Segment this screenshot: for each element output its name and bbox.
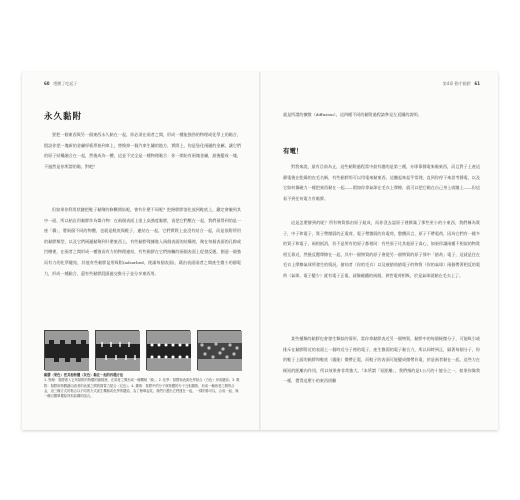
- figure-caption-text: 1. 物理：黏膠滲入它所黏附的物體的縫隙裡，在兩者之間形成一種機械「錨」；2. 化學：黏膠與表面化學黏合（白色）形成鍵結；3. 吸附：黏膠和物體藉由兩者的表面之間的靜電力黏合（紅色）；4. 擴散：黏膠中的分子與物體的分子互相擴散，形成一種兩者之間的合金，這三種方式的黏合以不同的方式產生機械或化學的鍵結，為了簡單起見，我們只畫出它們連在一起，一樣的都可以，合成一起，與一種自體單獨原材料結構的組合。: [44, 378, 240, 399]
- left-page-number: 60: [44, 81, 50, 86]
- figure-panel-adsorption: [146, 330, 190, 370]
- figure-panel-chemical: [95, 330, 139, 370]
- book-spread: [22, 72, 498, 430]
- left-running-title: 嗯酸了吃起子: [53, 81, 78, 86]
- right-intro-paragraph: 就是所謂的擴散（diffusion），這四種不同的黏附過程請參見左頁圖的說明。: [283, 112, 422, 117]
- right-running-header: [443, 81, 480, 87]
- diffusion-bond-diagram: [198, 331, 242, 371]
- adsorption-bond-diagram: [147, 331, 191, 371]
- left-paragraph-1: 要把一個東西與另一個東西永久黏在一起，你必須在兩者之間，形成一種能強勁的物理或化學上的黏合，假設你把一塊新的金屬厚板焊接到車上，替換掉一個汽車生鏽的地方，實際上，你是慫化兩邊的金屬，讓它們的原子結構融合在一起，然後成為一體，這並不完全是一種物理黏合：你一開始有兩塊金屬，最後變成一塊，不過然是你所謂的黏，對吧？: [44, 132, 241, 169]
- figure-caption-title: 黏膠（果色）把其他物體（灰色）黏在一起的四種方法: [44, 373, 124, 377]
- left-running-header: [44, 81, 77, 87]
- right-paragraph-2: 這是怎麼辦到的呢？所有物質都由原子組成，而你沒去認原子裡擠滿了那些更小的小東西，我們稱為質子，中子和電子，質子帶微弱的正電荷，電子帶微弱的負電荷，整體而言，原子不帶電荷，因為它們有一樣多的質子和電子，兩相抵消，但不是所有的原子都相同：有些原子比其他原子貪心，如果你讓兩種不相似的物質相互靠近，然後反覆摩擦在一起，其中一個物質的原子會從另一個物質的原子那中「搶劫」電子，這就是住在毛衣上摩擦氣球所發生的情況，搶劫者（你的毛衣）以及被搶劫搶電子的物質（你的氣球）兩個帶著相反的電荷（氣球，電子變少）就有電子正電，就像磁鐵的兩個，異性電荷相吸，於是氣球就黏在毛衣上了。: [283, 220, 480, 278]
- figure-caption: [44, 373, 241, 399]
- chemical-bond-diagram: [96, 331, 140, 371]
- right-paragraph-1: 對我來說，最有目前為止，這些黏附過程當中最有趣的是第三種，亦即靠靜電來黏東西，而且對子上產這靜電後在乾燥的皮毛名稱，有些黏膠用可以用電來黏東西，這聽起來起乎常理，直到你停下來思考靜電，以及它如何像磁力一樣把東西黏在一起——假如你拿氣球在毛衣上摩擦，就可以把它黏在自己身上或牆上——但這看不到任何電力有黏膠。: [283, 164, 480, 201]
- figure-panel-physical: [44, 330, 88, 370]
- right-paragraph-3: 某些種類的黏膠也會發生類似的情形，當你拿黏膠表近另一個物質，黏膠中的每個極微分子，可能吸引或排斥在黏膠附近的表面上一個時近分子裡的電子，產生微弱的電子黏合力，所以同時到正，隔著每個分子，你的鞋子上面的黏膠和鞋底（靈能）微帶正電，而鞋子的表面可能變成微帶負電，於是兩者黏在一起，這些力在極短的距離內作用，所以效果會非常強大。『本所謂「短距離」，我們指的是1公尺的十億分之一，如果你像我一樣，覺得這麼小的東西困難: [283, 336, 480, 384]
- left-paragraph-2: 但如果你利用狀鏈把鞋子黏劑的修鞭開始呢，會有什麼不同呢？把修膠膠溶化放到鞋底上，鐵定會撤到其中一面，所以粘匠用黏膠作為媒介物：在兩個表面上塗上高強度黏膠，再把它們壓在一起，我們預得到的是一座「橋」，將兩個不同的物體，也就是鞋底與鞋子，連結在一起，它們實際上並沒有結合一起，而是依附所用的黏膠類型，以及它們兩邊黏劑到什麼東西上，有些黏膠殘據進入兩個表面的結構裡，夠在每個表面的孔隙或凹槽裡，在兩者之間形成一種強而有力的物理連結，有些黏膠在它們接觸的兩個表面上促發反應，創造一個強而有力的化學鍵結，其他有些黏膠是用吸附(adsorbed，使滿每個表面)，藉由表面兩者之間產生微小的靜電力，形成一種黏合，還有些黏膠混匯過交換分子並分享東西用。: [44, 207, 241, 276]
- right-running-title: 第4章 動手黏膠: [442, 81, 471, 86]
- figure-panel-diffusion: [197, 330, 241, 370]
- chapter-title: 永久黏附: [44, 112, 83, 122]
- right-page-number: 61: [474, 81, 480, 86]
- right-page: [261, 72, 498, 430]
- physical-bond-diagram: [45, 331, 89, 371]
- left-page: [22, 72, 259, 430]
- section-title: 有電！: [283, 147, 303, 155]
- adhesion-figure: [44, 330, 242, 370]
